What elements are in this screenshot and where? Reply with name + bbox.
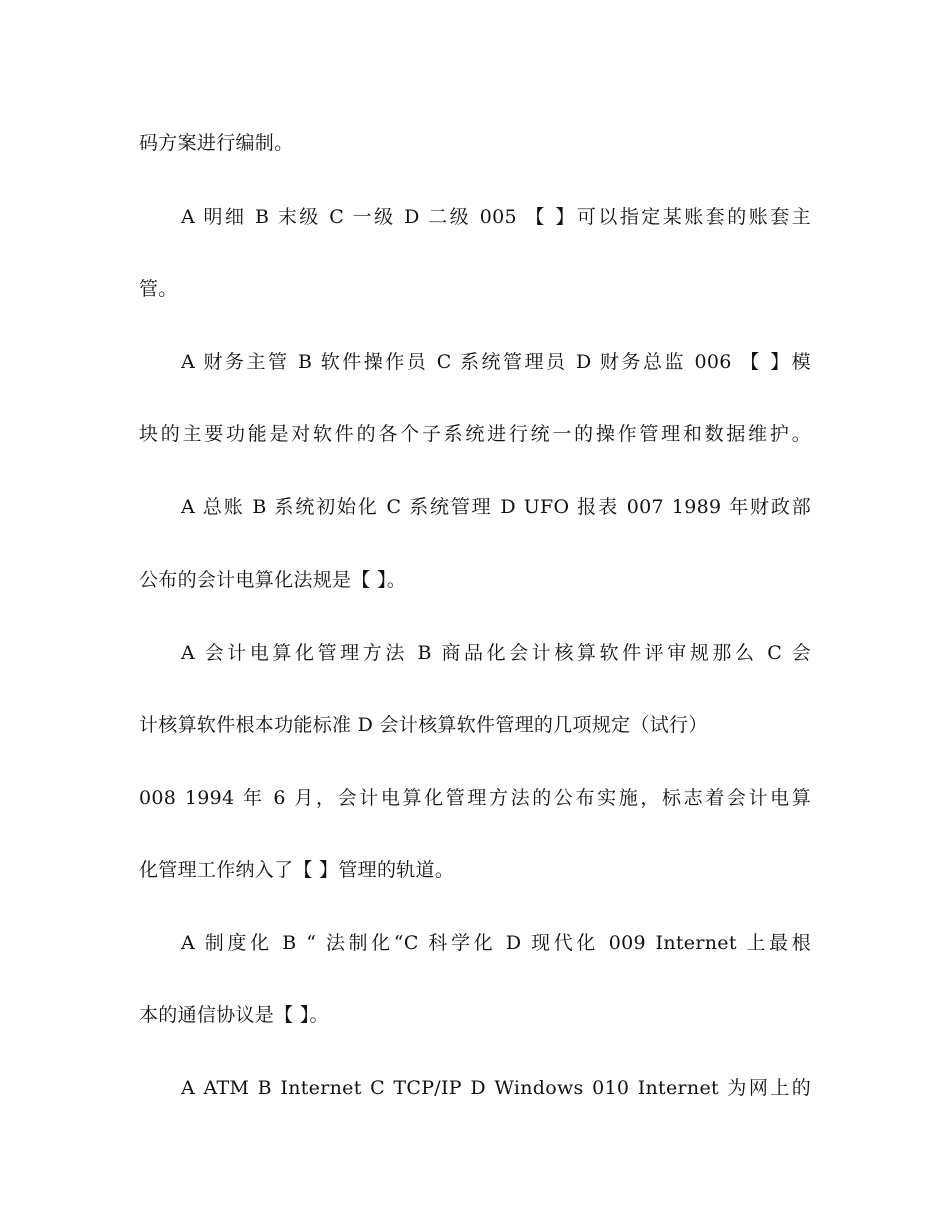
text-line-1: 码方案进行编制。 <box>139 132 294 154</box>
text-line-9: 计核算软件根本功能标准 D 会计核算软件管理的几项规定（试行） <box>139 714 708 736</box>
text-line-12: A 制度化 B “ 法制化“C 科学化 D 现代化 009 Internet 上最根 <box>181 932 811 954</box>
text-line-8: A 会计电算化管理方法 B 商品化会计核算软件评审规那么 C 会 <box>181 642 811 664</box>
text-line-3: 管。 <box>139 278 178 300</box>
text-line-13: 本的通信协议是【 】。 <box>139 1004 329 1026</box>
text-line-14: A ATM B Internet C TCP/IP D Windows 010 Internet 为网上的 <box>181 1077 811 1099</box>
text-line-4: A 财务主管 B 软件操作员 C 系统管理员 D 财务总监 006 【 】模 <box>181 351 811 373</box>
text-line-11: 化管理工作纳入了【 】管理的轨道。 <box>139 859 455 881</box>
text-line-10: 008 1994 年 6 月，会计电算化管理方法的公布实施，标志着会计电算 <box>139 787 811 809</box>
text-line-2: A 明细 B 末级 C 一级 D 二级 005 【 】可以指定某账套的账套主 <box>181 206 811 228</box>
text-line-5: 块的主要功能是对软件的各个子系统进行统一的操作管理和数据维护。 <box>139 423 811 445</box>
text-line-6: A 总账 B 系统初始化 C 系统管理 D UFO 报表 007 1989 年财政部 <box>181 496 811 518</box>
text-line-7: 公布的会计电算化法规是【 】。 <box>139 569 407 591</box>
